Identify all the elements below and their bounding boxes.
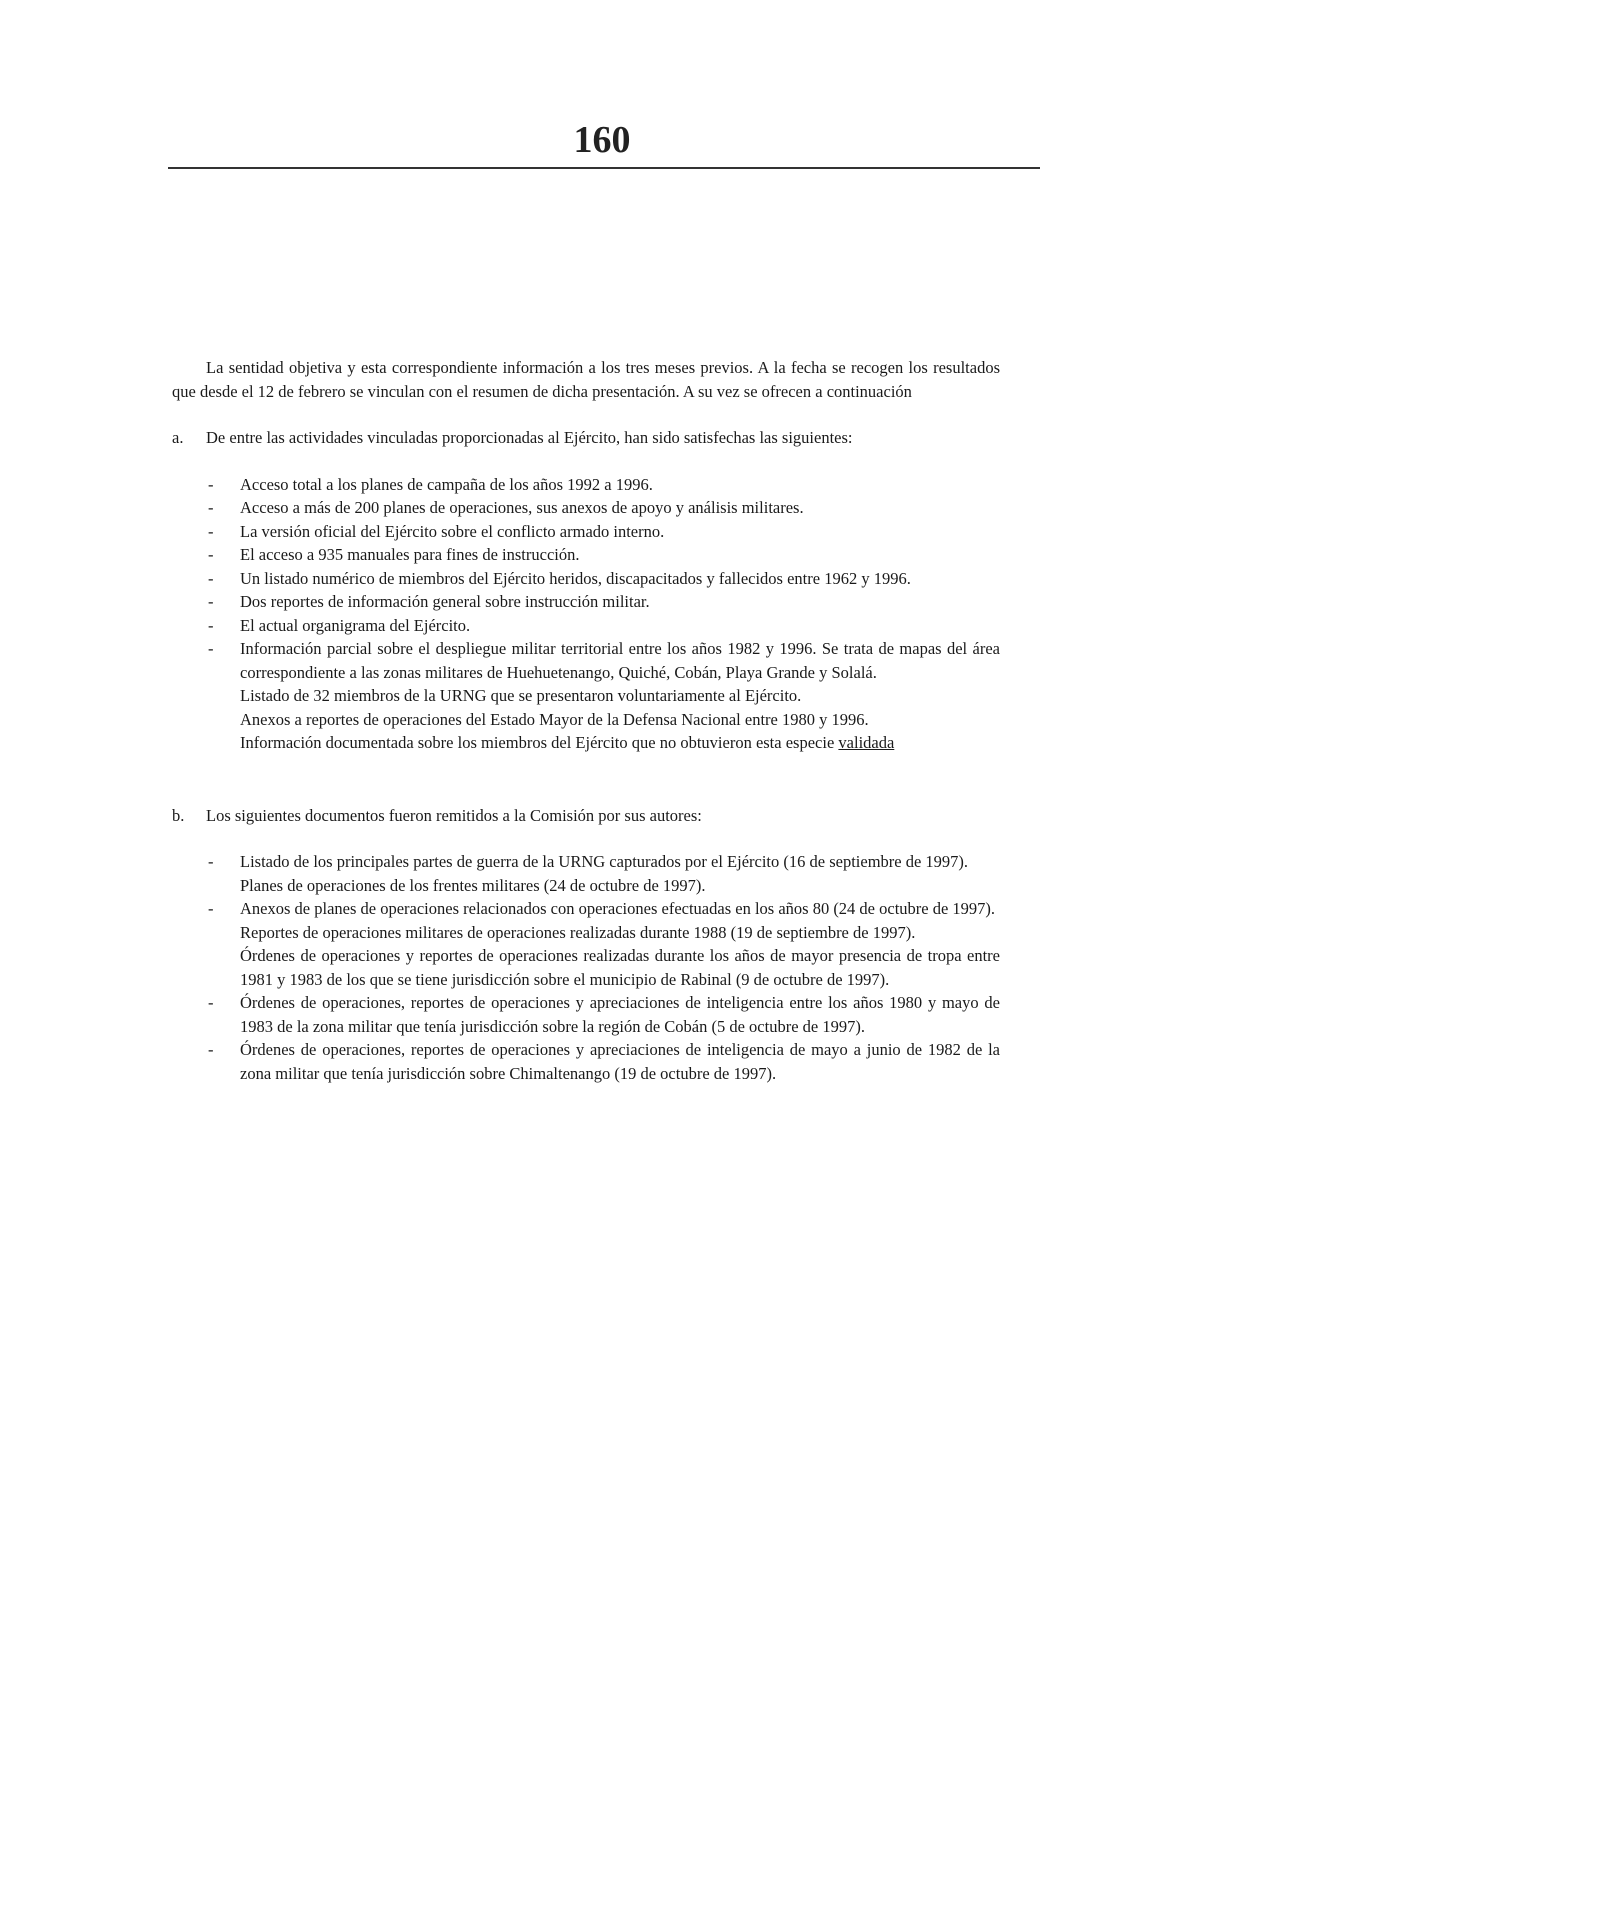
list-item-text: Anexos de planes de operaciones relacionados con operaciones efectuadas en los años 80 (24 de octubre de 1997). xyxy=(240,899,996,918)
section-a-list xyxy=(206,473,1000,755)
list-item xyxy=(206,874,1000,898)
page-number: 160 xyxy=(573,119,631,161)
section-b xyxy=(172,804,1000,828)
list-item-text: Listado de 32 miembros de la URNG que se presentaron voluntariamente al Ejército. xyxy=(240,686,802,705)
bullet-marker: - xyxy=(208,474,214,494)
bullet-marker: - xyxy=(208,639,214,658)
list-item-text: Reportes de operaciones militares de operaciones realizadas durante 1988 (19 de septiembre de 1997). xyxy=(240,922,916,942)
document-body xyxy=(172,356,1000,1085)
bullet-marker: - xyxy=(208,545,214,564)
section-b-letter: b. xyxy=(172,805,185,825)
list-item xyxy=(206,496,1000,520)
list-item-text: Información parcial sobre el despliegue militar territorial entre los años 1982 y 1996. Se trata de mapas del área correspondiente a las zonas militares de Huehuetenango, Quiché, Cobán, Playa Grande y Solalá. xyxy=(240,639,1000,682)
underlined-word: validada xyxy=(838,733,895,752)
list-item-text: Dos reportes de información general sobre instrucción militar. xyxy=(240,592,650,611)
list-item-text: Órdenes de operaciones, reportes de operaciones y apreciaciones de inteligencia de mayo a junio de 1982 de la zona militar que tenía jurisdicción sobre Chimaltenango (19 de octubre de 1997). xyxy=(240,1040,1000,1083)
bullet-marker: - xyxy=(208,852,214,871)
section-a xyxy=(172,426,1000,450)
list-item-text: Planes de operaciones de los frentes militares (24 de octubre de 1997). xyxy=(240,875,706,895)
list-item-text: El acceso a 935 manuales para fines de instrucción. xyxy=(240,545,580,564)
list-item-text: Órdenes de operaciones y reportes de operaciones realizadas durante los años de mayor presencia de tropa entre 1981 y 1983 de los que se tiene jurisdicción sobre el municipio de Rabinal (9 de octubre de 1997). xyxy=(240,946,1000,989)
list-item xyxy=(206,614,1000,638)
list-item xyxy=(206,520,1000,544)
section-a-text: De entre las actividades vinculadas proporcionadas al Ejército, han sido satisfechas las siguientes: xyxy=(206,428,853,447)
list-item-text: El actual organigrama del Ejército. xyxy=(240,615,471,635)
list-item xyxy=(206,637,1000,684)
bullet-marker: - xyxy=(208,1040,214,1059)
list-item-text: Un listado numérico de miembros del Ejército heridos, discapacitados y fallecidos entre 1962 y 1996. xyxy=(240,568,911,588)
list-item-text: Órdenes de operaciones, reportes de operaciones y apreciaciones de inteligencia entre los años 1980 y mayo de 1983 de la zona militar que tenía jurisdicción sobre la región de Cobán (5 de octubre de 1997). xyxy=(240,993,1000,1036)
bullet-marker: - xyxy=(208,568,214,588)
bullet-marker: - xyxy=(208,498,214,517)
list-item-text: Información documentada sobre los miembros del Ejército que no obtuvieron esta especie validada xyxy=(240,733,895,752)
section-b-text: Los siguientes documentos fueron remitidos a la Comisión por sus autores: xyxy=(206,805,702,825)
list-item xyxy=(206,567,1000,591)
bullet-marker: - xyxy=(208,615,214,635)
list-item xyxy=(206,991,1000,1038)
list-item-text: Acceso a más de 200 planes de operaciones, sus anexos de apoyo y análisis militares. xyxy=(240,498,804,517)
bullet-marker: - xyxy=(208,592,214,611)
list-item-text: Acceso total a los planes de campaña de los años 1992 a 1996. xyxy=(240,474,653,494)
list-item xyxy=(206,1038,1000,1085)
list-item xyxy=(206,590,1000,614)
list-item xyxy=(206,944,1000,991)
list-item-text: La versión oficial del Ejército sobre el conflicto armado interno. xyxy=(240,521,665,541)
bullet-marker: - xyxy=(208,899,214,918)
list-item xyxy=(206,921,1000,945)
intro-paragraph: La sentidad objetiva y esta correspondiente información a los tres meses previos. A la fecha se recogen los resultados que desde el 12 de febrero se vinculan con el resumen de dicha presentación. A su vez se ofrecen a continuación xyxy=(172,358,1000,401)
list-item-text: Anexos a reportes de operaciones del Estado Mayor de la Defensa Nacional entre 1980 y 1996. xyxy=(240,709,869,729)
bullet-marker: - xyxy=(208,993,214,1012)
list-item xyxy=(206,684,1000,708)
section-a-letter: a. xyxy=(172,428,184,447)
header-rule xyxy=(168,167,1040,169)
list-item xyxy=(206,850,1000,874)
list-item xyxy=(206,473,1000,497)
bullet-marker: - xyxy=(208,521,214,541)
list-item xyxy=(206,731,1000,755)
list-item xyxy=(206,543,1000,567)
list-item xyxy=(206,708,1000,732)
section-b-list xyxy=(206,850,1000,1085)
list-item xyxy=(206,897,1000,921)
list-item-text: Listado de los principales partes de guerra de la URNG capturados por el Ejército (16 de septiembre de 1997). xyxy=(240,852,969,871)
